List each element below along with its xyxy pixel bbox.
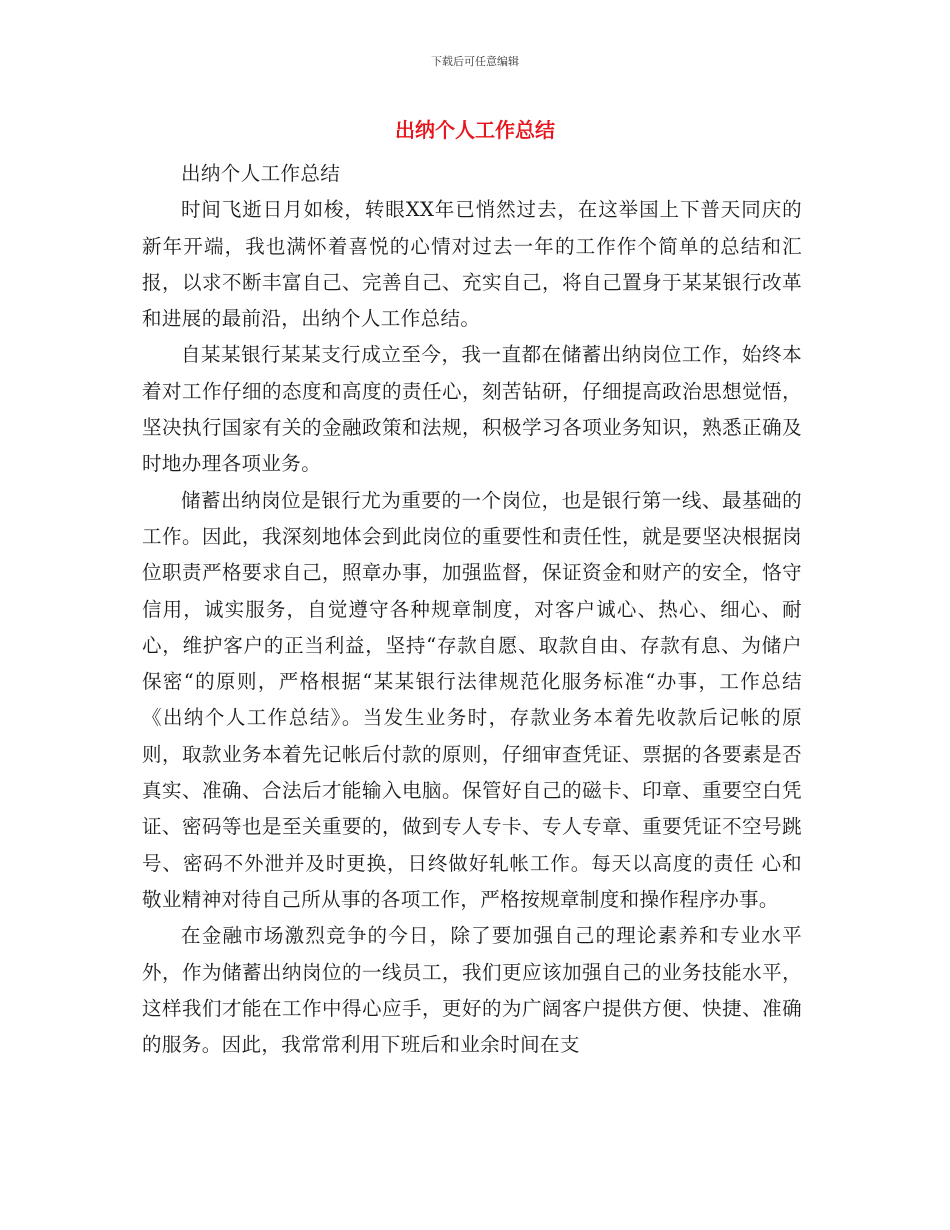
- paragraph: 在金融市场激烈竞争的今日，除了要加强自己的理论素养和专业水平外，作为储蓄出纳岗位的一线员工，我们更应该加强自己的业务技能水平，这样我们才能在工作中得心应手，更好的为广阔客户提供方便、快捷、准确的服务。因此，我常常利用下班后和业余时间在支: [142, 924, 802, 1057]
- document-title: 出纳个人工作总结: [395, 118, 555, 142]
- paragraph: 时间飞逝日月如梭，转眼XX年已悄然过去，在这举国上下普天同庆的新年开端，我也满怀着喜悦的心情对过去一年的工作作个简单的总结和汇报，以求不断丰富自己、完善自己、充实自己，将自己置身于某某银行改革和进展的最前沿，出纳个人工作总结。: [142, 198, 802, 331]
- document-body: [142, 156, 802, 1063]
- paragraph: 自某某银行某某支行成立至今，我一直都在储蓄出纳岗位工作，始终本着对工作仔细的态度和高度的责任心，刻苦钻研，仔细提高政治思想觉悟，坚决执行国家有关的金融政策和法规，积极学习各项业务知识，熟悉正确及时地办理各项业务。: [142, 343, 802, 476]
- paragraph-subtitle: 出纳个人工作总结: [181, 162, 341, 185]
- header-note: 下载后可任意编辑: [431, 55, 519, 68]
- paragraph: 储蓄出纳岗位是银行尤为重要的一个岗位，也是银行第一线、最基础的工作。因此，我深刻地体会到此岗位的重要性和责任性，就是要坚决根据岗位职责严格要求自己，照章办事，加强监督，保证资金和财产的安全，恪守信用，诚实服务，自觉遵守各种规章制度，对客户诚心、热心、细心、耐心，维护客户的正当利益，坚持“存款自愿、取款自由、存款有息、为储户保密“的原则，严格根据“某某银行法律规范化服务标准“办事，工作总结《出纳个人工作总结》。当发生业务时，存款业务本着先收款后记帐的原则，取款业务本着先记帐后付款的原则，仔细审查凭证、票据的各要素是否真实、准确、合法后才能输入电脑。保管好自己的磁卡、印章、重要空白凭证、密码等也是至关重要的，做到专人专卡、专人专章、重要凭证不空号跳号、密码不外泄并及时更换，日终做好轧帐工作。每天以高度的责任 心和敬业精神对待自己所从事的各项工作，严格按规章制度和操作程序办事。: [142, 488, 802, 911]
